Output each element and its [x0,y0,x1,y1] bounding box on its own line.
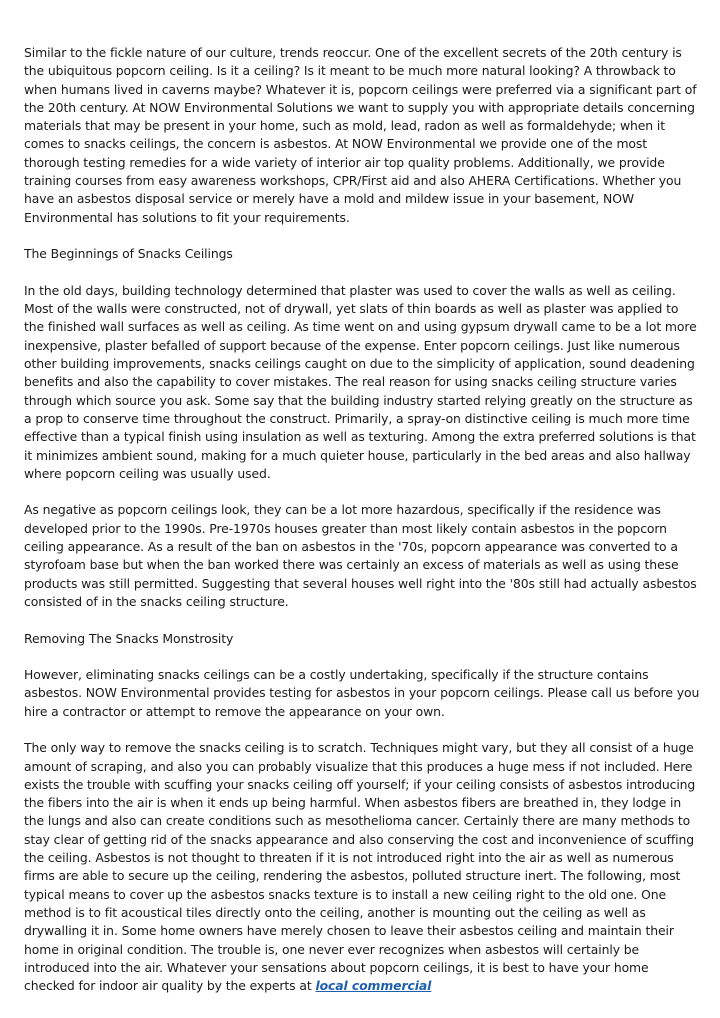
paragraph-history: In the old days, building technology determined that plaster was used to cover the walls as well as ceiling. Most of the walls were constructed, not of drywall, yet slats of thin boards as well as plaster was applied to the finished wall surfaces as well as ceiling. As time went on and using gypsum drywall came to be a lot more inexpensive, plaster befalled of support because of the expense. Enter popcorn ceilings. Just like numerous other building improvements, snacks ceilings caught on due to the simplicity of application, sound deadening benefits and also the capability to cover mistakes. The real reason for using snacks ceiling structure varies through which source you ask. Some say that the building industry started relying greatly on the structure as a prop to conserve time throughout the construct. Primarily, a spray-on distinctive ceiling is much more time effective than a typical finish using insulation as well as texturing. Among the extra preferred solutions is that it minimizes ambient sound, making for a much quieter house, particularly in the bed areas and also hallway where popcorn ceiling was usually used. [24,282,697,481]
paragraph-hazard: As negative as popcorn ceilings look, they can be a lot more hazardous, specifically if the residence was developed prior to the 1990s. Pre-1970s houses greater than most likely contain asbestos in the popcorn ceiling appearance. As a result of the ban on asbestos in the '70s, popcorn appearance was converted to a styrofoam base but when the ban worked there was certainly an excess of materials as well as using these products was still permitted. Suggesting that several houses well right into the '80s still had actually asbestos consisted of in the snacks ceiling structure. [24,502,697,609]
paragraph-removal-text: The only way to remove the snacks ceiling is to scratch. Techniques might vary, but they all consist of a huge amount of scraping, and also you can probably visualize that this produces a huge mess if not included. Here exists the trouble with scuffing your snacks ceiling off yourself; if your ceiling consists of asbestos introducing the fibers into the air is when it ends up being harmful. When asbestos fibers are breathed in, they lodge in the lungs and also can create conditions such as mesothelioma cancer. Certainly there are many methods to stay clear of getting rid of the snacks appearance and also conserving the cost and inconvenience of scuffing the ceiling. Asbestos is not thought to threaten if it is not introduced right into the air as well as numerous firms are able to secure up the ceiling, rendering the asbestos, polluted structure inert. The following, most typical means to cover up the asbestos snacks texture is to install a new ceiling right to the old one. One method is to fit acoustical tiles directly onto the ceiling, another is mounting out the ceiling as well as drywalling it in. Some home owners have merely chosen to leave their asbestos ceiling and maintain their home in original condition. The trouble is, one never ever recognizes when asbestos will certainly be introduced into the air. Whatever your sensations about popcorn ceilings, it is best to have your home checked for indoor air quality by the experts at [24,740,696,994]
paragraph-testing: However, eliminating snacks ceilings can be a costly undertaking, specifically if the structure contains asbestos. NOW Environmental provides testing for asbestos in your popcorn ceilings. Please call us before you hire a contractor or attempt to remove the appearance on your own. [24,667,700,719]
section-heading-removing: Removing The Snacks Monstrosity [24,630,234,646]
article-body [24,44,700,1014]
paragraph-removal [24,739,700,995]
section-heading-beginnings: The Beginnings of Snacks Ceilings [24,246,233,262]
local-commercial-link[interactable]: local commercial [315,978,432,994]
paragraph-intro: Similar to the fickle nature of our culture, trends reoccur. One of the excellent secrets of the 20th century is the ubiquitous popcorn ceiling. Is it a ceiling? Is it meant to be much more natural looking? A throwback to when humans lived in caverns maybe? Whatever it is, popcorn ceilings were preferred via a significant part of the 20th century. At NOW Environmental Solutions we want to supply you with appropriate details concerning materials that may be present in your home, such as mold, lead, radon as well as formaldehyde; when it comes to snacks ceilings, the concern is asbestos. At NOW Environmental we provide one of the most thorough testing remedies for a wide variety of interior air top quality problems. Additionally, we provide training courses from easy awareness workshops, CPR/First aid and also AHERA Certifications. Whether you have an asbestos disposal service or merely have a mold and mildew issue in your basement, NOW Environmental has solutions to fit your requirements. [24,45,697,225]
